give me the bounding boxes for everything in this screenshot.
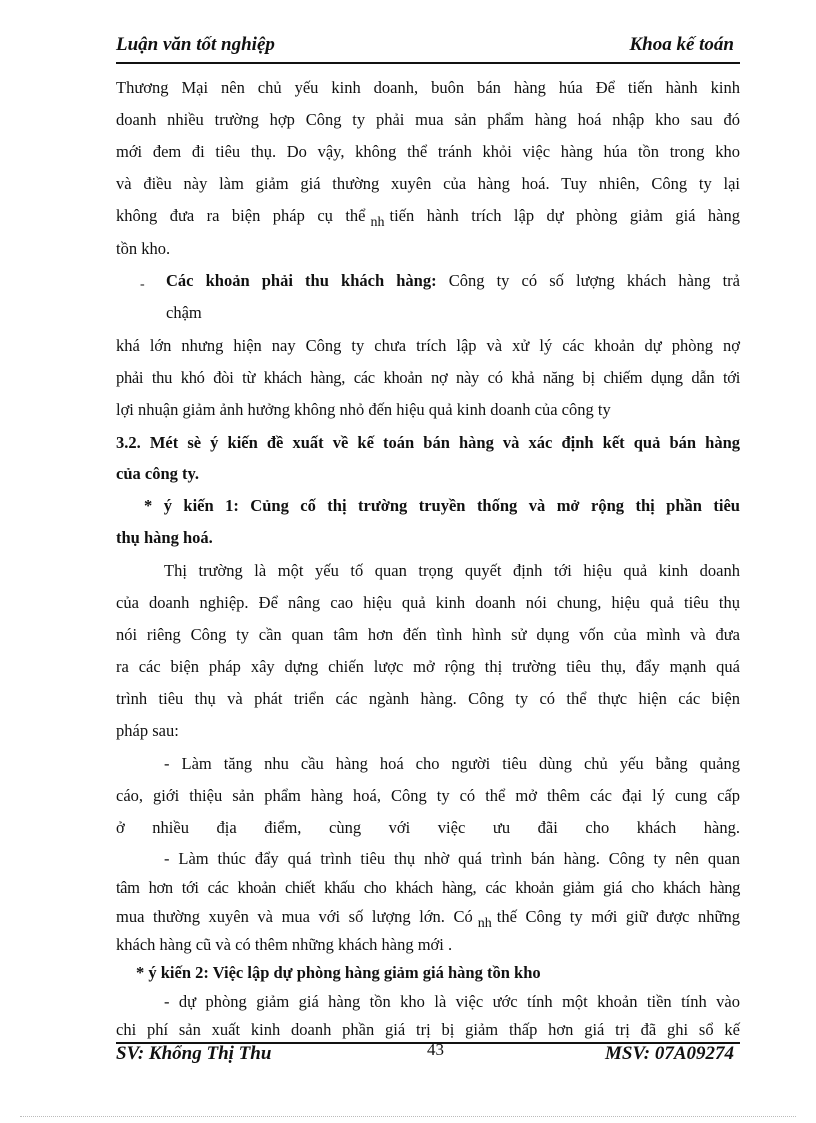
header-thesis-title: Luận văn tốt nghiệp [116,34,275,55]
text-line: Các khoản phải thu khách hàng: Công ty có số lượng khách hàng trả [166,271,740,290]
footer-student-name: SV: Khổng Thị Thu [116,1043,272,1064]
text-line: chi phí sản xuất kinh doanh phần giá trị bị giảm thấp hơn giá trị đã ghi sổ kế [116,1020,740,1039]
subsection-heading: thụ hàng hoá. [116,528,213,547]
header-department: Khoa kế toán [629,34,734,55]
text-line: ở nhiều địa điểm, cùng với việc ưu đãi cho khách hàng. [116,818,740,837]
page-number: 43 [427,1040,444,1059]
bullet-marker: - [140,277,145,292]
subscript-fragment: nh [370,215,385,230]
text-line: khách hàng cũ và có thêm những khách hàng mới . [116,935,453,954]
text-line: và điều này làm giảm giá thường xuyên của hàng hoá. Tuy nhiên, Công ty lại [116,174,740,193]
subsection-heading: * ý kiến 2: Việc lập dự phòng hàng giảm giá hàng tồn kho [136,963,541,982]
text-line: trình tiêu thụ và phát triển các ngành hàng. Công ty có thể thực hiện các biện [116,689,740,708]
page-bottom-divider [20,1116,796,1117]
text-line: doanh nhiều trường hợp Công ty phải mua sản phẩm hàng hoá nhập kho sau đó [116,110,740,129]
subsection-heading: * ý kiến 1: Củng cố thị trường truyền thống và mở rộng thị phần tiêu [144,496,740,515]
text-line: lợi nhuận giảm ảnh hưởng không nhỏ đến hiệu quả kinh doanh của công ty [116,400,611,419]
subscript-fragment: nh [477,916,492,931]
text-line: phải thu khó đòi từ khách hàng, các khoản nợ này có khả năng bị chiếm dụng dẫn tới [116,368,740,387]
text-line: khá lớn nhưng hiện nay Công ty chưa trích lập và xử lý các khoản dự phòng nợ [116,336,740,355]
text-line: cáo, giới thiệu sản phẩm hàng hoá, Công ty có thể mở thêm các đại lý cung cấp [116,786,740,805]
bold-term: Các khoản phải thu khách hàng: [166,271,437,290]
text-line: pháp sau: [116,721,179,740]
text-line: - Làm tăng nhu cầu hàng hoá cho người tiêu dùng chủ yếu bằng quảng [164,754,740,773]
text-line: mới đem đi tiêu thụ. Do vậy, không thể tránh khỏi việc hàng húa tồn trong kho [116,142,740,161]
text-line: - dự phòng giảm giá hàng tồn kho là việc ước tính một khoản tiền tính vào [164,992,740,1011]
text-line: Thị trường là một yếu tố quan trọng quyết định tới hiệu quả kinh doanh [164,561,740,580]
section-heading: của công ty. [116,464,199,483]
text-line: tâm hơn tới các khoản chiết khấu cho khách hàng, các khoản giảm giá cho khách hàng [116,878,740,897]
footer-student-id: MSV: 07A09274 [605,1043,734,1064]
text-line: tồn kho. [116,239,171,258]
page-header [116,34,740,62]
text-line: Thương Mại nên chủ yếu kinh doanh, buôn bán hàng húa Để tiến hành kinh [116,78,740,97]
text-line: nói riêng Công ty cần quan tâm hơn đến tình hình sử dụng vốn của mình và đưa [116,625,740,644]
section-heading: 3.2. Mét sè ý kiến đề xuất về kế toán bán hàng và xác định kết quả bán hàng [116,433,740,452]
text-line: của doanh nghiệp. Để nâng cao hiệu quả kinh doanh nói chung, hiệu quả tiêu thụ [116,593,740,612]
header-rule [116,62,740,64]
text-line: ra các biện pháp xây dựng chiến lược mở rộng thị trường tiêu thụ, đẩy mạnh quá [116,657,740,676]
text-line: mua thường xuyên và mua với số lượng lớn. Có $_{nh}$ thế Công ty mới giữ được những [116,907,741,931]
text-line: - Làm thúc đẩy quá trình tiêu thụ nhờ quá trình bán hàng. Công ty nên quan [164,849,740,868]
text-line: không đưa ra biện pháp cụ thể $_{nh}$ tiến hành trích lập dự phòng giảm giá hàng [116,206,740,230]
text-line: chậm [166,303,202,322]
